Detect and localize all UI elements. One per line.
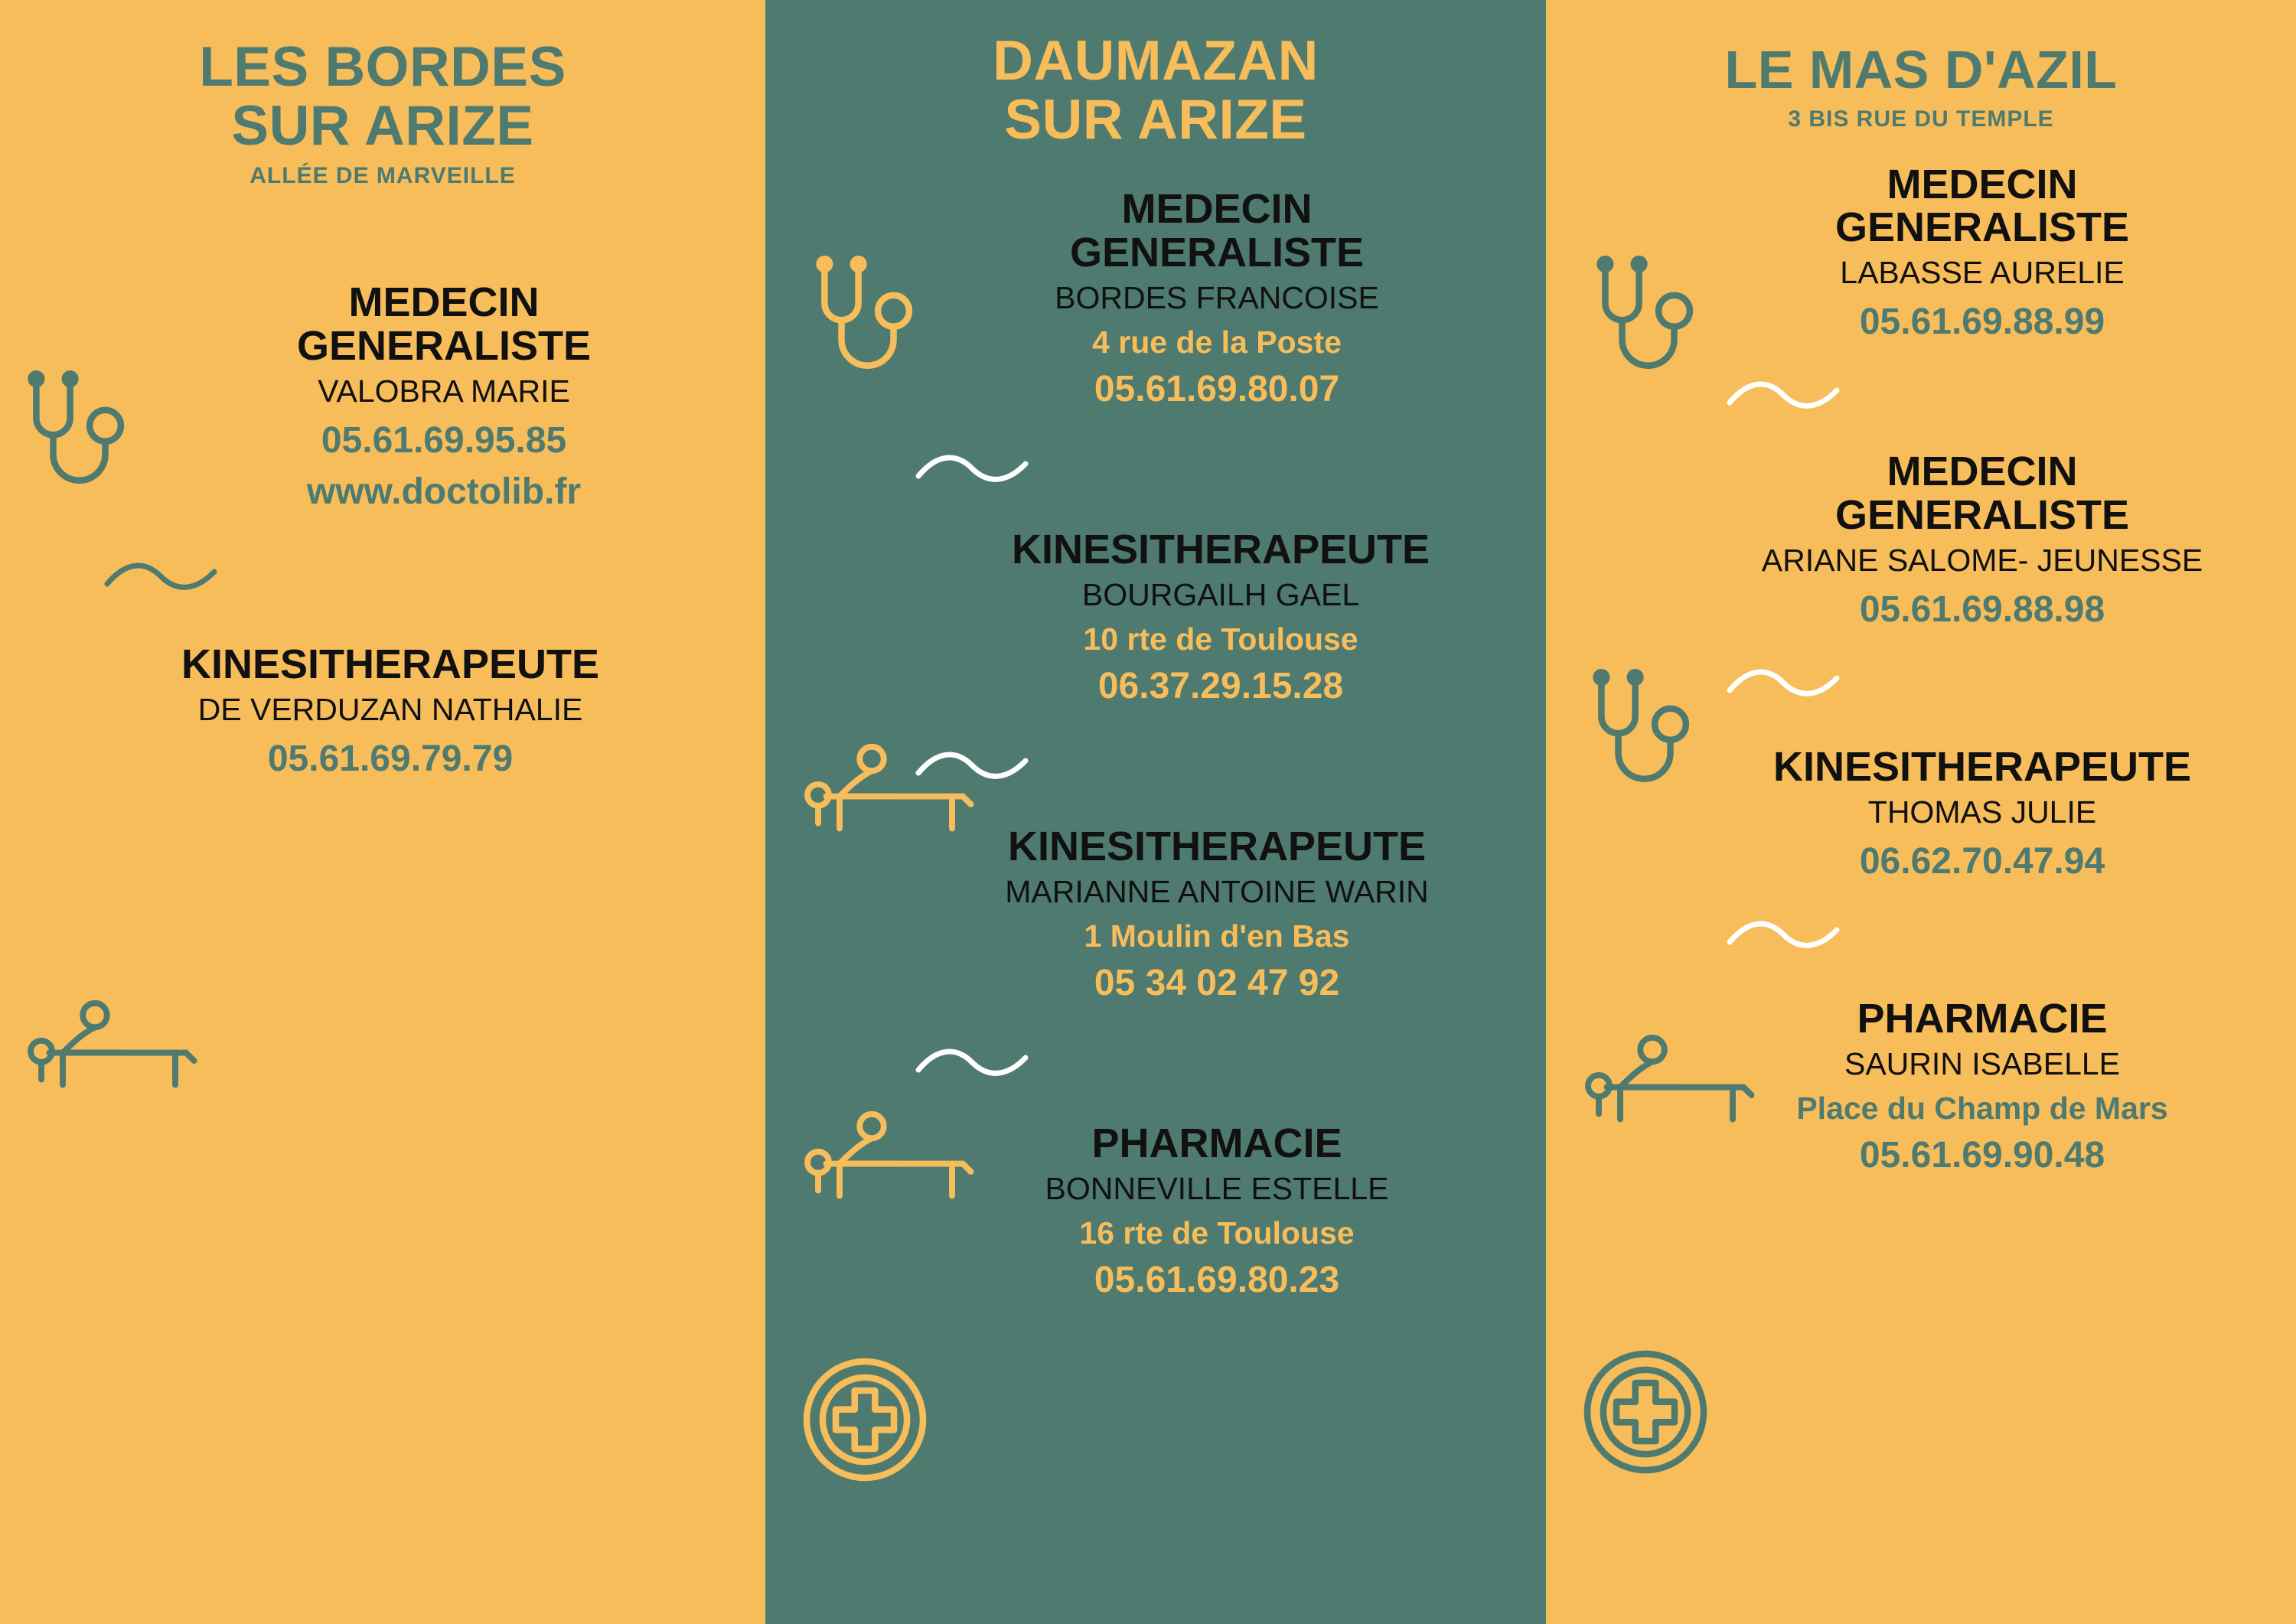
entry-role <box>1699 163 2265 249</box>
entry-role <box>61 643 719 686</box>
entry-phone[interactable]: 06.62.70.47.94 <box>1859 840 2105 882</box>
swirl-divider-icon <box>1707 373 1860 419</box>
entry-kine-thomas <box>1676 745 2288 882</box>
entry-role-line2: GENERALISTE <box>1835 204 2130 251</box>
city-subtitle-le-mas-d-azil: 3 BIS RUE DU TEMPLE <box>1788 106 2054 132</box>
entry-person: ARIANE SALOME- JEUNESSE <box>1761 542 2203 578</box>
entry-address: 1 Moulin d'en Bas <box>1084 918 1350 954</box>
column-le-mas-d-azil <box>1546 0 2296 1624</box>
city-title-line1: LES BORDES <box>199 36 566 98</box>
entry-person: BORDES FRANCOISE <box>1055 279 1379 315</box>
entry-role-line1: MEDECIN <box>1887 161 2078 207</box>
entry-role-line1: MEDECIN <box>1121 186 1313 233</box>
swirl-divider-icon <box>895 1041 1049 1087</box>
entry-role-line1: KINESITHERAPEUTE <box>1011 526 1430 572</box>
entry-phone[interactable]: 05.61.69.79.79 <box>267 738 514 779</box>
entry-role <box>899 528 1542 572</box>
entry-phone[interactable]: 05.61.69.80.23 <box>1094 1259 1340 1300</box>
entry-role-line2: GENERALISTE <box>296 322 592 369</box>
entry-address: Place du Champ de Mars <box>1796 1090 2168 1126</box>
entry-role <box>1676 450 2288 536</box>
column-daumazan-sur-arize <box>765 0 1546 1624</box>
swirl-divider-icon <box>895 447 1049 493</box>
column-les-bordes-sur-arize <box>0 0 765 1624</box>
entry-role-line1: MEDECIN <box>1887 448 2078 495</box>
city-title-daumazan <box>765 32 1546 149</box>
entry-phone[interactable]: 05.61.69.88.98 <box>1859 589 2105 630</box>
entry-kine-bourgailh <box>899 528 1542 707</box>
entry-phone[interactable]: 05 34 02 47 92 <box>1094 962 1340 1003</box>
entry-address: 10 rte de Toulouse <box>1083 621 1358 657</box>
entry-role <box>153 281 735 367</box>
entry-phone[interactable]: 05.61.69.88.99 <box>1859 302 2105 343</box>
city-title-line1: DAUMAZAN <box>993 30 1319 92</box>
stethoscope-icon <box>1577 253 1707 398</box>
entry-role-line1: KINESITHERAPEUTE <box>181 641 600 687</box>
swirl-divider-icon <box>1707 661 1860 707</box>
pharmacy-cross-icon <box>1573 1339 1718 1485</box>
entry-phone[interactable]: 05.61.69.80.07 <box>1094 368 1340 409</box>
entry-role <box>1676 745 2288 789</box>
entry-role-line1: PHARMACIE <box>1091 1120 1342 1166</box>
entry-role-line1: KINESITHERAPEUTE <box>1007 823 1427 869</box>
entry-role <box>1676 997 2288 1041</box>
entry-medecin-bordes <box>911 188 1523 410</box>
entry-phone[interactable]: 05.61.69.90.48 <box>1859 1134 2105 1176</box>
entry-phone[interactable]: 05.61.69.95.85 <box>321 419 567 461</box>
entry-person: BOURGAILH GAEL <box>1081 576 1360 612</box>
entry-role-line1: PHARMACIE <box>1857 995 2108 1042</box>
entry-role <box>888 1122 1546 1166</box>
entry-person: VALOBRA MARIE <box>318 373 570 409</box>
entry-role <box>888 825 1546 869</box>
stethoscope-icon <box>796 253 926 398</box>
entry-person: MARIANNE ANTOINE WARIN <box>1005 873 1429 909</box>
entry-person: LABASSE AURELIE <box>1840 254 2125 290</box>
city-title-line2: SUR ARIZE <box>231 94 534 157</box>
entry-kine-marianne <box>888 825 1546 1004</box>
entry-medecin-ariane <box>1676 450 2288 631</box>
pharmacy-cross-icon <box>792 1347 938 1492</box>
city-title-les-bordes <box>0 38 765 155</box>
city-subtitle-les-bordes: ALLÉE DE MARVEILLE <box>249 163 516 189</box>
entry-person: SAURIN ISABELLE <box>1844 1045 2121 1081</box>
entry-role-line1: MEDECIN <box>348 279 540 326</box>
entry-website[interactable]: www.doctolib.fr <box>306 471 582 512</box>
entry-role-line1: KINESITHERAPEUTE <box>1773 743 2192 790</box>
entry-person: BONNEVILLE ESTELLE <box>1045 1170 1389 1206</box>
entry-role-line2: GENERALISTE <box>1835 491 2130 538</box>
swirl-divider-icon <box>84 555 237 601</box>
entry-medecin-valobra <box>153 281 735 513</box>
entry-role-line2: GENERALISTE <box>1069 229 1365 276</box>
entry-person: DE VERDUZAN NATHALIE <box>197 691 583 727</box>
entry-pharmacie-bonneville <box>888 1122 1546 1301</box>
entry-phone[interactable]: 06.37.29.15.28 <box>1097 665 1344 706</box>
entry-kine-de-verduzan <box>61 643 719 780</box>
entry-pharmacie-saurin <box>1676 997 2288 1176</box>
swirl-divider-icon <box>1707 913 1860 959</box>
stethoscope-icon <box>8 367 138 513</box>
city-title-le-mas-d-azil <box>1546 42 2296 99</box>
entry-role <box>911 188 1523 274</box>
city-title-line2: SUR ARIZE <box>1004 88 1307 151</box>
entry-address: 16 rte de Toulouse <box>1079 1215 1355 1251</box>
entry-address: 4 rue de la Poste <box>1092 324 1342 360</box>
massage-table-icon <box>15 991 207 1098</box>
city-title-line1: LE MAS D'AZIL <box>1724 40 2118 99</box>
entry-person: THOMAS JULIE <box>1867 794 2097 830</box>
entry-medecin-labasse <box>1699 163 2265 344</box>
